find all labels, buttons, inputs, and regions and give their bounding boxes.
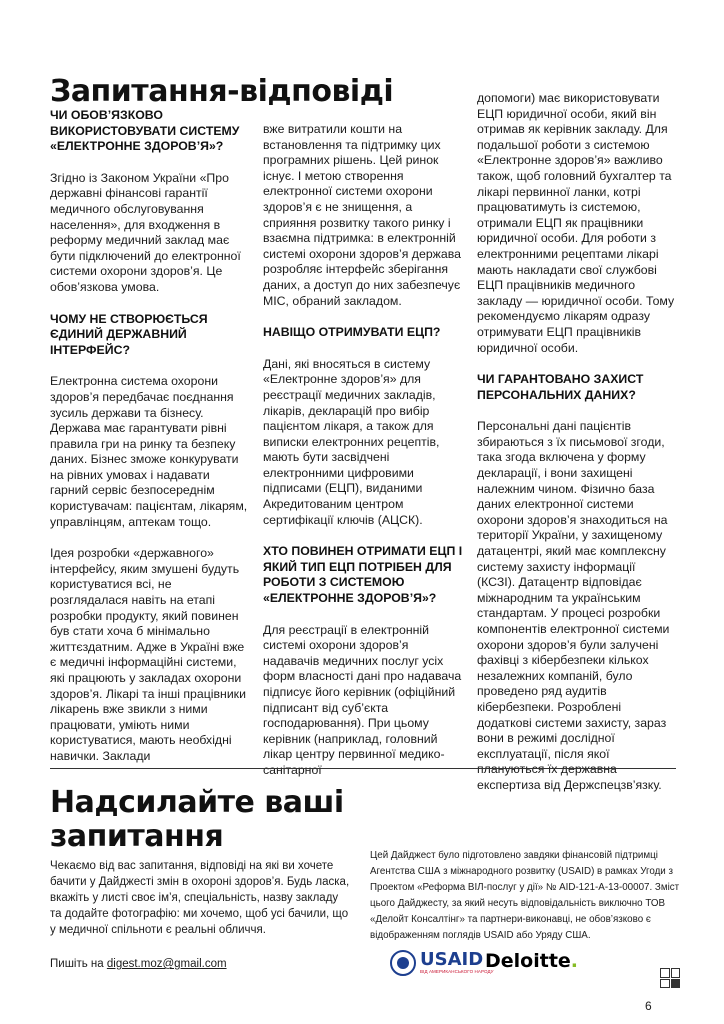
answer-paragraph: допомоги) має використовувати ЕЦП юридичної особи, який він отримав як керівник закладу. Для подальшої роботи з системою «Електронне здоров’я» важливо також, щоб головний бухгалтер та лікарі первинної ланки, котрі працюватимуть із системою, отримали ЕЦП як працівники юридичної особи. Для роботи з електронними рецептами лікарі мають накладати свої службові ЕЦП працівників медичного закладу — юридичної особи. Тому рекомендуємо лікарям одразу отримувати ЕЦП працівників юридичної особи. <box>477 91 675 355</box>
usaid-logo <box>390 950 494 976</box>
answer-paragraph: Згідно із Законом України «Про державні фінансові гарантії медичного обслуговування населення», для входження в реформу медичний заклад має бути підключений до електронної системи охорони здоров’я. Це обов’язкова умова. <box>50 170 241 294</box>
invite-paragraph: Чекаємо від вас запитання, відповіді на які ви хочете бачити у Дайджесті змін в охороні здоров’я. Будь ласка, вкажіть у листі своє ім’я, спеціальність, назву закладу та додайте фотографію: ми хочемо, щоб усі бачили, що у медичної спільноти є реальні обличчя. <box>50 860 350 936</box>
email-line <box>50 958 227 970</box>
page-number: 6 <box>645 999 652 1013</box>
usaid-tagline: ВІД АМЕРИКАНСЬКОГО НАРОДУ <box>420 969 494 974</box>
answer-paragraph: вже витратили кошти на встановлення та підтримку цих програмних рішень. Цей ринок існує. І метою створення електронної системи охорони здоров’я є не знищення, а сприяння розвитку такого ринку і взаємна підтримка: в електронній системі охорони здоров’я держава розробляє інтерфейс зберігання даних, а доступ до них забезпечує МІС, обраний закладом. <box>263 122 461 308</box>
column-2 <box>263 122 463 779</box>
question-heading: ЧОМУ НЕ СТВОРЮЄТЬСЯ ЄДИНИЙ ДЕРЖАВНИЙ ІНТЕРФЕЙС? <box>50 311 208 357</box>
send-questions-title: Надсилайте ваші запитання <box>50 785 344 854</box>
answer-paragraph: Електронна система охорони здоров’я передбачає поєднання зусиль держави та бізнесу. Держава має гарантувати рівні правила гри на ринку та безпеку даних. Бізнес зможе конкурувати на рівних умовах і надавати гарний сервіс безпосереднім користувачам: пацієнтам, лікарям, управлінцям, аптекам тощо. <box>50 374 248 529</box>
column-3 <box>477 91 677 794</box>
question-heading: ЧИ ГАРАНТОВАНО ЗАХИСТ ПЕРСОНАЛЬНИХ ДАНИХ? <box>477 372 644 402</box>
question-heading: ХТО ПОВИНЕН ОТРИМАТИ ЕЦП І ЯКИЙ ТИП ЕЦП ПОТРІБЕН ДЛЯ РОБОТИ З СИСТЕМОЮ «ЕЛЕКТРОННЕ ЗДОРОВ’Я»? <box>263 544 463 606</box>
disclaimer <box>370 848 680 944</box>
usaid-seal-icon <box>390 950 416 976</box>
answer-paragraph: Дані, які вносяться в систему «Електронне здоров’я» для реєстрації медичних закладів, лікарів, декларацій про вибір пацієнтом лікаря, а також для виписки електронних рецептів, мають бути засвідчені електронними цифровими підписами (ЕЦП), виданими Акредитованим центром сертифікації ключів (АЦСК). <box>263 356 440 527</box>
deloitte-logo <box>485 950 578 972</box>
deloitte-dot: . <box>570 950 579 972</box>
column-1 <box>50 108 250 765</box>
answer-paragraph: Персональні дані пацієнтів збираються з їх письмової згоди, така згода включена у форму декларації, і вони захищені належним чином. Фізично база даних електронної системи охорони здоров’я знаходиться на території України, у захищеному датацентрі, який має комплексну систему захисту інформації (КСЗІ). Датацентр відповідає міжнародним та українським стандартам. У процесі розробки компонентів електронної системи охорони здоров’я були залучені фахівці з кібербезпеки кількох незалежних компаній, було проведено ряд аудитів кібербезпеки. Розроблені додаткові системи захисту, зараз вони в режимі дослідної експлуатації, після якої плануються їх державна експертиза від Держспецзв’язку. <box>477 419 670 792</box>
invite-text <box>50 858 350 938</box>
question-heading: ЧИ ОБОВ’ЯЗКОВО ВИКОРИСТОВУВАТИ СИСТЕМУ «ЕЛЕКТРОННЕ ЗДОРОВ’Я»? <box>50 108 240 154</box>
usaid-wordmark: USAID <box>420 949 484 970</box>
question-heading: НАВІЩО ОТРИМУВАТИ ЕЦП? <box>263 325 441 340</box>
section-divider <box>50 768 676 769</box>
answer-paragraph: Для реєстрації в електронній системі охорони здоров’я надавачів медичних послуг усіх форм власності дані про надавача підписує його керівник (офіційний підписант від суб’єкта господарювання). При цьому керівник (наприклад, головний лікар центру первинної медико-санітарної <box>263 622 462 777</box>
email-prefix: Пишіть на <box>50 958 104 970</box>
qa-title: Запитання-відповіді <box>50 74 394 109</box>
answer-paragraph: Ідея розробки «державного» інтерфейсу, яким змушені будуть користуватися всі, не розглядалася навіть на етапі розробки продукту, який повинен був стати хоча б мінімально життєздатним. Адже в Україні вже є медичні інформаційні системи, які працюють у закладах охорони здоров’я. Лікарі та інші працівники лікарень вже звикли з ними працювати, уміють ними користуватися, мають необхідні навички. Заклади <box>50 546 246 763</box>
email-link[interactable]: digest.moz@gmail.com <box>106 958 227 970</box>
disclaimer-text: Цей Дайджест було підготовлено завдяки фінансовій підтримці Агентства США з міжнародного розвитку (USAID) в рамках Угоди з Проектом «Реформа ВІЛ-послуг у дії» № AID-121-A-13-00007. Зміст цього Дайджесту, за який несуть відповідальність виключно ТОВ «Делойт Консалтінг» та партнери-виконавці, не обов’язково є відображенням поглядів USAID або Уряду США. <box>370 850 680 941</box>
deloitte-wordmark: Deloitte <box>485 950 571 972</box>
corner-grid-icon <box>660 968 680 988</box>
